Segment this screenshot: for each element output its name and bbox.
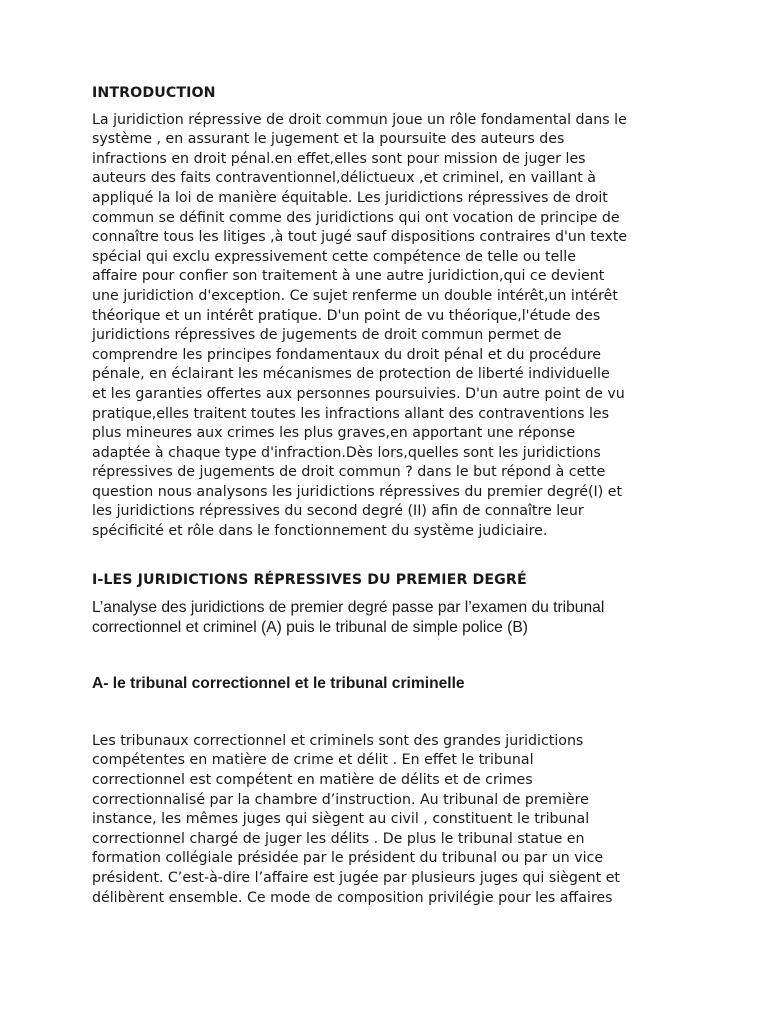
subsection-a-paragraph: Les tribunaux correctionnel et criminels sont des grandes juridictions compétentes en matière de crime et délit . En effet le tribunal correctionnel est compétent en matière de délits et de crimes correctionnalisé par la chambre d’instruction. Au tribunal de première instance, les mêmes juges qui siègent au civil , constituent le tribunal correctionnel chargé de juger les délits . De plus le tribunal statue en formation collégiale présidée par le président du tribunal ou par un vice président. C’est-à-dire l’affaire est jugée par plusieurs juges qui siègent et délibèrent ensemble. Ce mode de composition privilégie pour les affaires xyxy=(92,732,620,906)
spacer xyxy=(92,694,692,732)
section-1-heading: I-LES JURIDICTIONS RÉPRESSIVES DU PREMIER DEGRÉ xyxy=(92,571,527,588)
spacer xyxy=(92,590,692,598)
introduction-heading: INTRODUCTION xyxy=(92,85,216,101)
section-1-paragraph: L’analyse des juridictions de premier degré passe par l’examen du tribunal correctionnel et criminel (A) puis le tribunal de simple police (B) xyxy=(92,599,605,636)
spacer xyxy=(92,637,692,674)
subsection-a-heading: A- le tribunal correctionnel et le tribunal criminelle xyxy=(92,675,465,693)
document-page xyxy=(92,84,692,908)
introduction-paragraph: La juridiction répressive de droit commun joue un rôle fondamental dans le système , en assurant le jugement et la poursuite des auteurs des infractions en droit pénal.en effet,elles sont pour mission de juger les auteurs des faits contraventionnel,délictueux ,et criminel, en vaillant à appliqué la loi de manière équitable. Les juridictions répressives de droit commun se définit comme des juridictions qui ont vocation de principe de connaître tous les litiges ,à tout jugé sauf dispositions contraires d'un texte spécial qui exclu expressivement cette compétence de telle ou telle affaire pour confier son traitement à une autre juridiction,qui ce devient une juridiction d'exception. Ce sujet renferme un double intérêt,un intérêt théorique et un intérêt pratique. D'un point de vu théorique,l'étude des juridictions répressives de jugements de droit commun permet de comprendre les principes fondamentaux du droit pénal et du procédure pénale, en éclairant les mécanismes de protection de liberté individuelle et les garanties offertes aux personnes poursuivies. D'un autre point de vu pratique,elles traitent toutes les infractions allant des contraventions les plus mineures aux crimes les plus graves,en apportant une réponse adaptée à chaque type d'infraction.Dès lors,quelles sont les juridictions répressives de jugements de droit commun ? dans le but répond à cette question nous analysons les juridictions répressives du premier degré(I) et les juridictions répressives du second degré (II) afin de connaître leur spécificité et rôle dans le fonctionnement du système judiciaire. xyxy=(92,111,628,540)
spacer xyxy=(92,542,692,571)
